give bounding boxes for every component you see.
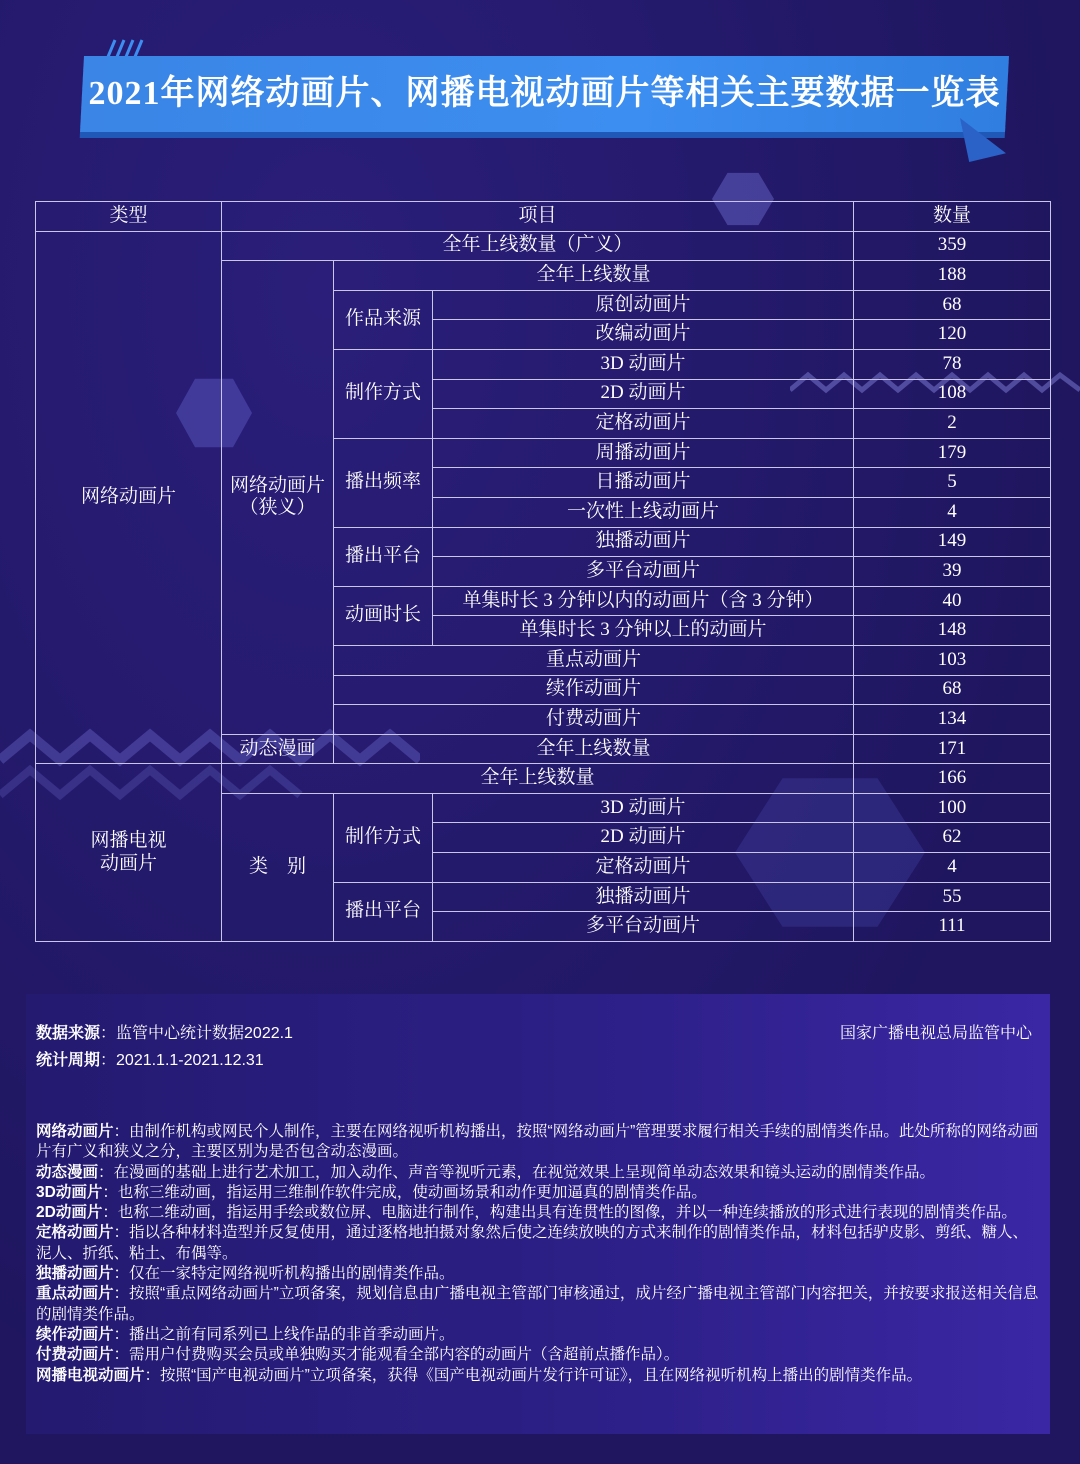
row-value: 68 bbox=[854, 675, 1051, 705]
row-item: 全年上线数量 bbox=[222, 764, 854, 794]
row-value: 68 bbox=[854, 290, 1051, 320]
row-value: 103 bbox=[854, 645, 1051, 675]
row-value: 134 bbox=[854, 705, 1051, 735]
definition-item bbox=[36, 1203, 1040, 1223]
row-item: 全年上线数量 bbox=[334, 261, 854, 291]
row-item: 独播动画片 bbox=[433, 882, 854, 912]
row-item: 3D 动画片 bbox=[433, 349, 854, 379]
header-item: 项目 bbox=[222, 202, 854, 232]
row-item: 一次性上线动画片 bbox=[433, 497, 854, 527]
definition-text: ：播出之前有同系列已上线作品的非首季动画片。 bbox=[113, 1325, 455, 1343]
definition-item bbox=[36, 1325, 1040, 1345]
header-count: 数量 bbox=[854, 202, 1051, 232]
row-value: 108 bbox=[854, 379, 1051, 409]
row-value: 5 bbox=[854, 468, 1051, 498]
definition-term: 重点动画片 bbox=[36, 1285, 114, 1303]
table-row bbox=[36, 764, 1051, 794]
definition-term: 付费动画片 bbox=[36, 1346, 114, 1364]
definition-text: ：指以各种材料造型并反复使用，通过逐格地拍摄对象然后使之连续放映的方式来制作的剧情类作品，材料包括驴皮影、剪纸、糖人、泥人、折纸、粘土、布偶等。 bbox=[36, 1224, 1029, 1262]
definition-text: ：需用户付费购买会员或单独购买才能观看全部内容的动画片（含超前点播作品）。 bbox=[113, 1346, 680, 1364]
definition-item bbox=[36, 1264, 1040, 1284]
group-method-tv: 制作方式 bbox=[334, 793, 433, 882]
group-duration: 动画时长 bbox=[334, 586, 433, 645]
category-tv-line1: 网播电视 bbox=[90, 829, 167, 851]
definition-text: ：由制作机构或网民个人制作，主要在网络视听机构播出，按照“网络动画片”管理要求履行相关手续的剧情类作品。此处所称的网络动画片有广义和狭义之分，主要区别为是否包含动态漫画。 bbox=[36, 1123, 1039, 1161]
row-item: 单集时长 3 分钟以上的动画片 bbox=[433, 616, 854, 646]
row-item: 2D 动画片 bbox=[433, 379, 854, 409]
definition-item bbox=[36, 1163, 1040, 1183]
row-item: 独播动画片 bbox=[433, 527, 854, 557]
definition-text: ：也称二维动画，指运用手绘或数位屏、电脑进行制作，构建出具有连贯性的图像，并以一种连续播放的形式进行表现的剧情类作品。 bbox=[102, 1204, 1017, 1222]
definition-text: ：仅在一家特定网络视听机构播出的剧情类作品。 bbox=[113, 1265, 455, 1283]
row-item: 定格动画片 bbox=[433, 853, 854, 883]
definition-text: ：也称三维动画，指运用三维制作软件完成，使动画场景和动作更加逼真的剧情类作品。 bbox=[102, 1183, 707, 1201]
row-item: 续作动画片 bbox=[334, 675, 854, 705]
category-web-animation: 网络动画片 bbox=[36, 231, 222, 764]
header-type: 类型 bbox=[36, 202, 222, 232]
data-table bbox=[35, 201, 1051, 942]
row-item: 原创动画片 bbox=[433, 290, 854, 320]
row-item: 3D 动画片 bbox=[433, 793, 854, 823]
definitions-list bbox=[36, 1122, 1040, 1386]
row-value: 111 bbox=[854, 912, 1051, 942]
row-value: 100 bbox=[854, 793, 1051, 823]
row-value: 40 bbox=[854, 586, 1051, 616]
category-tv-line2: 动画片 bbox=[99, 852, 157, 874]
row-item: 2D 动画片 bbox=[433, 823, 854, 853]
row-value: 39 bbox=[854, 557, 1051, 587]
stat-period-label: 统计周期 bbox=[36, 1052, 101, 1069]
stat-period bbox=[36, 1047, 264, 1070]
subcategory-class: 类 别 bbox=[222, 793, 334, 941]
row-value: 166 bbox=[854, 764, 1051, 794]
definition-term: 独播动画片 bbox=[36, 1265, 114, 1283]
row-value: 149 bbox=[854, 527, 1051, 557]
definition-item bbox=[36, 1183, 1040, 1203]
group-method: 制作方式 bbox=[334, 349, 433, 438]
row-item: 改编动画片 bbox=[433, 320, 854, 350]
group-platform: 播出平台 bbox=[334, 527, 433, 586]
row-value: 62 bbox=[854, 823, 1051, 853]
definition-term: 续作动画片 bbox=[36, 1325, 114, 1343]
row-item: 多平台动画片 bbox=[433, 912, 854, 942]
table-header-row bbox=[36, 202, 1051, 232]
definition-term: 2D动画片 bbox=[36, 1204, 103, 1222]
row-value: 4 bbox=[854, 853, 1051, 883]
definition-item bbox=[36, 1345, 1040, 1365]
row-item: 多平台动画片 bbox=[433, 557, 854, 587]
definition-item bbox=[36, 1223, 1040, 1264]
definition-term: 动态漫画 bbox=[36, 1163, 99, 1181]
group-source: 作品来源 bbox=[334, 290, 433, 349]
definition-term: 网络动画片 bbox=[36, 1123, 114, 1140]
definition-term: 网播电视动画片 bbox=[36, 1366, 145, 1384]
row-value: 171 bbox=[854, 734, 1051, 764]
table-row bbox=[36, 231, 1051, 261]
definition-term: 3D动画片 bbox=[36, 1183, 103, 1201]
row-item: 日播动画片 bbox=[433, 468, 854, 498]
row-value: 120 bbox=[854, 320, 1051, 350]
subcategory-narrow-line1: 网络动画片 bbox=[229, 474, 325, 496]
definition-item bbox=[36, 1366, 1040, 1386]
row-item: 付费动画片 bbox=[334, 705, 854, 735]
group-frequency: 播出频率 bbox=[334, 438, 433, 527]
data-source-value: ：监管中心统计数据2022.1 bbox=[100, 1025, 293, 1042]
row-item: 全年上线数量（广义） bbox=[222, 231, 854, 261]
row-value: 78 bbox=[854, 349, 1051, 379]
definition-item bbox=[36, 1284, 1040, 1325]
page-title: 2021年网络动画片、网播电视动画片等相关主要数据一览表 bbox=[88, 75, 1001, 112]
row-item: 全年上线数量 bbox=[334, 734, 854, 764]
data-source bbox=[36, 1020, 293, 1043]
row-value: 2 bbox=[854, 409, 1051, 439]
data-source-label: 数据来源 bbox=[36, 1025, 101, 1042]
definition-text: ：按照“国产电视动画片”立项备案，获得《国产电视动画片发行许可证》，且在网络视听机构上播出的剧情类作品。 bbox=[144, 1366, 923, 1384]
subcategory-narrow-line2: （狭义） bbox=[239, 497, 316, 519]
row-value: 148 bbox=[854, 616, 1051, 646]
stat-period-value: ：2021.1.1-2021.12.31 bbox=[100, 1052, 264, 1069]
definition-item bbox=[36, 1122, 1040, 1163]
definition-term: 定格动画片 bbox=[36, 1224, 114, 1242]
subcategory-dynamic-comic: 动态漫画 bbox=[222, 734, 334, 764]
row-value: 359 bbox=[854, 231, 1051, 261]
row-item: 定格动画片 bbox=[433, 409, 854, 439]
group-platform-tv: 播出平台 bbox=[334, 882, 433, 941]
row-value: 188 bbox=[854, 261, 1051, 291]
organization-name: 国家广播电视总局监管中心 bbox=[839, 1025, 1032, 1042]
definition-text: ：在漫画的基础上进行艺术加工，加入动作、声音等视听元素，在视觉效果上呈现简单动态效果和镜头运动的剧情类作品。 bbox=[98, 1163, 936, 1181]
row-value: 4 bbox=[854, 497, 1051, 527]
row-item: 重点动画片 bbox=[334, 645, 854, 675]
row-item: 周播动画片 bbox=[433, 438, 854, 468]
subcategory-narrow bbox=[222, 261, 334, 735]
row-value: 55 bbox=[854, 882, 1051, 912]
category-tv-animation bbox=[36, 764, 222, 942]
row-value: 179 bbox=[854, 438, 1051, 468]
definition-text: ：按照“重点网络动画片”立项备案，规划信息由广播电视主管部门审核通过，成片经广播电视主管部门内容把关，并按要求报送相关信息的剧情类作品。 bbox=[36, 1285, 1039, 1323]
row-item: 单集时长 3 分钟以内的动画片（含 3 分钟） bbox=[433, 586, 854, 616]
